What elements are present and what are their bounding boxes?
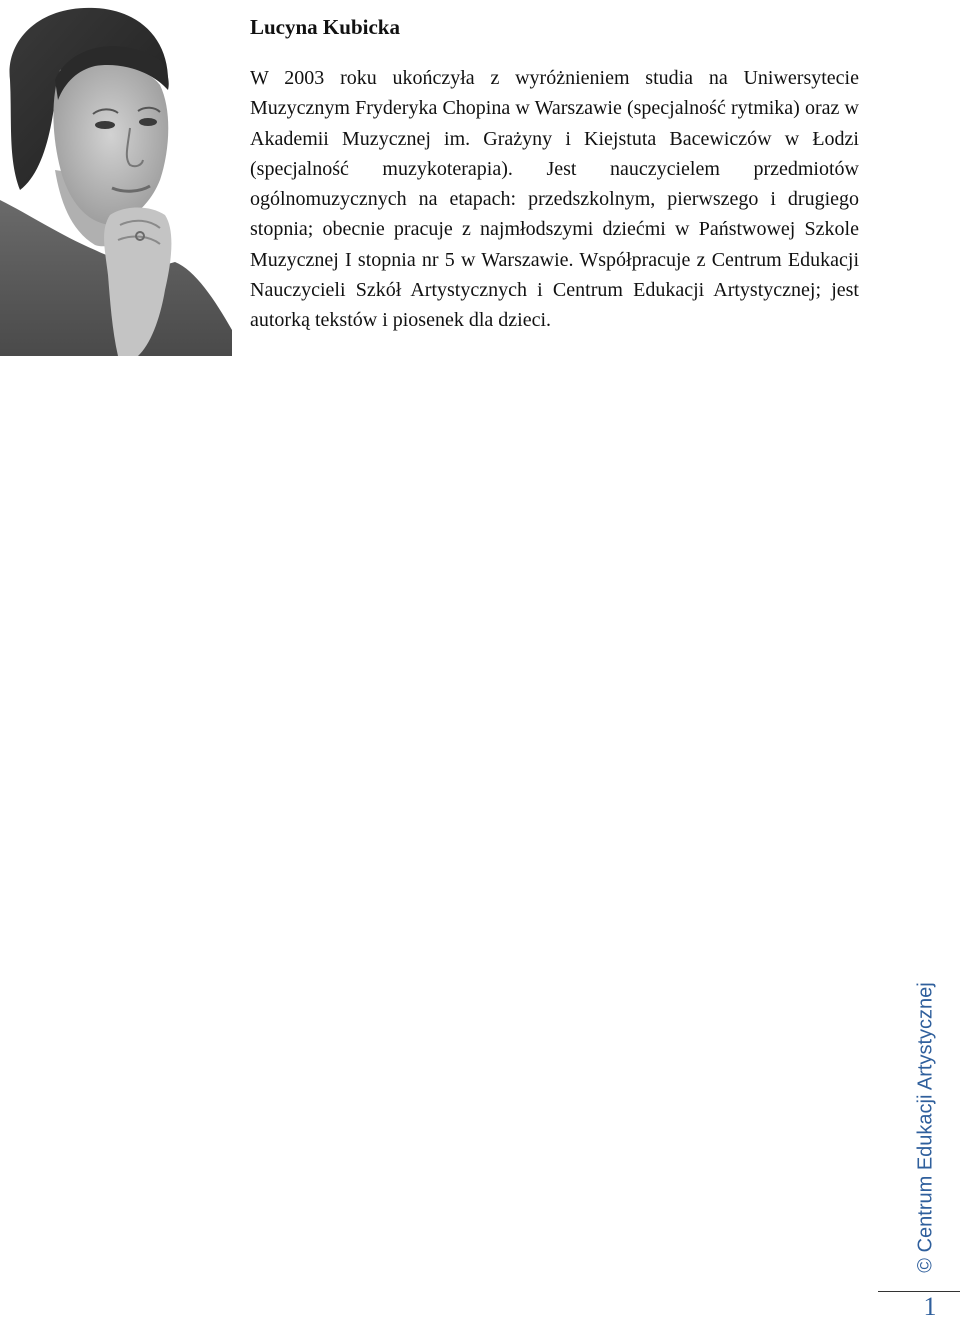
portrait-illustration <box>0 0 232 356</box>
author-name: Lucyna Kubicka <box>250 15 400 39</box>
copyright-footer <box>908 972 944 1282</box>
page-number: 1 <box>923 1292 937 1321</box>
copyright-text: © Centrum Edukacji Artystycznej <box>914 981 937 1273</box>
author-biography: W 2003 roku ukończyła z wyróżnieniem studia na Uniwersytecie Muzycznym Fryderyka Chopina w Warszawie (specjalność rytmika) oraz w Akademii Muzycznej im. Grażyny i Kiejstuta Bacewiczów w Łodzi (specjalność muzykoterapia). Jest nauczycielem przedmiotów ogólnomuzycznych na etapach: przedszkolnym, pierwszego i drugiego stopnia; obecnie pracuje z najmłodszymi dziećmi w Państwowej Szkole Muzycznej I stopnia nr 5 w Warszawie. Współpracuje z Centrum Edukacji Nauczycieli Szkół Artystycznych i Centrum Edukacji Artystycznej; jest autorką tekstów i piosenek dla dzieci. <box>250 67 859 332</box>
author-portrait-photo <box>0 0 232 356</box>
